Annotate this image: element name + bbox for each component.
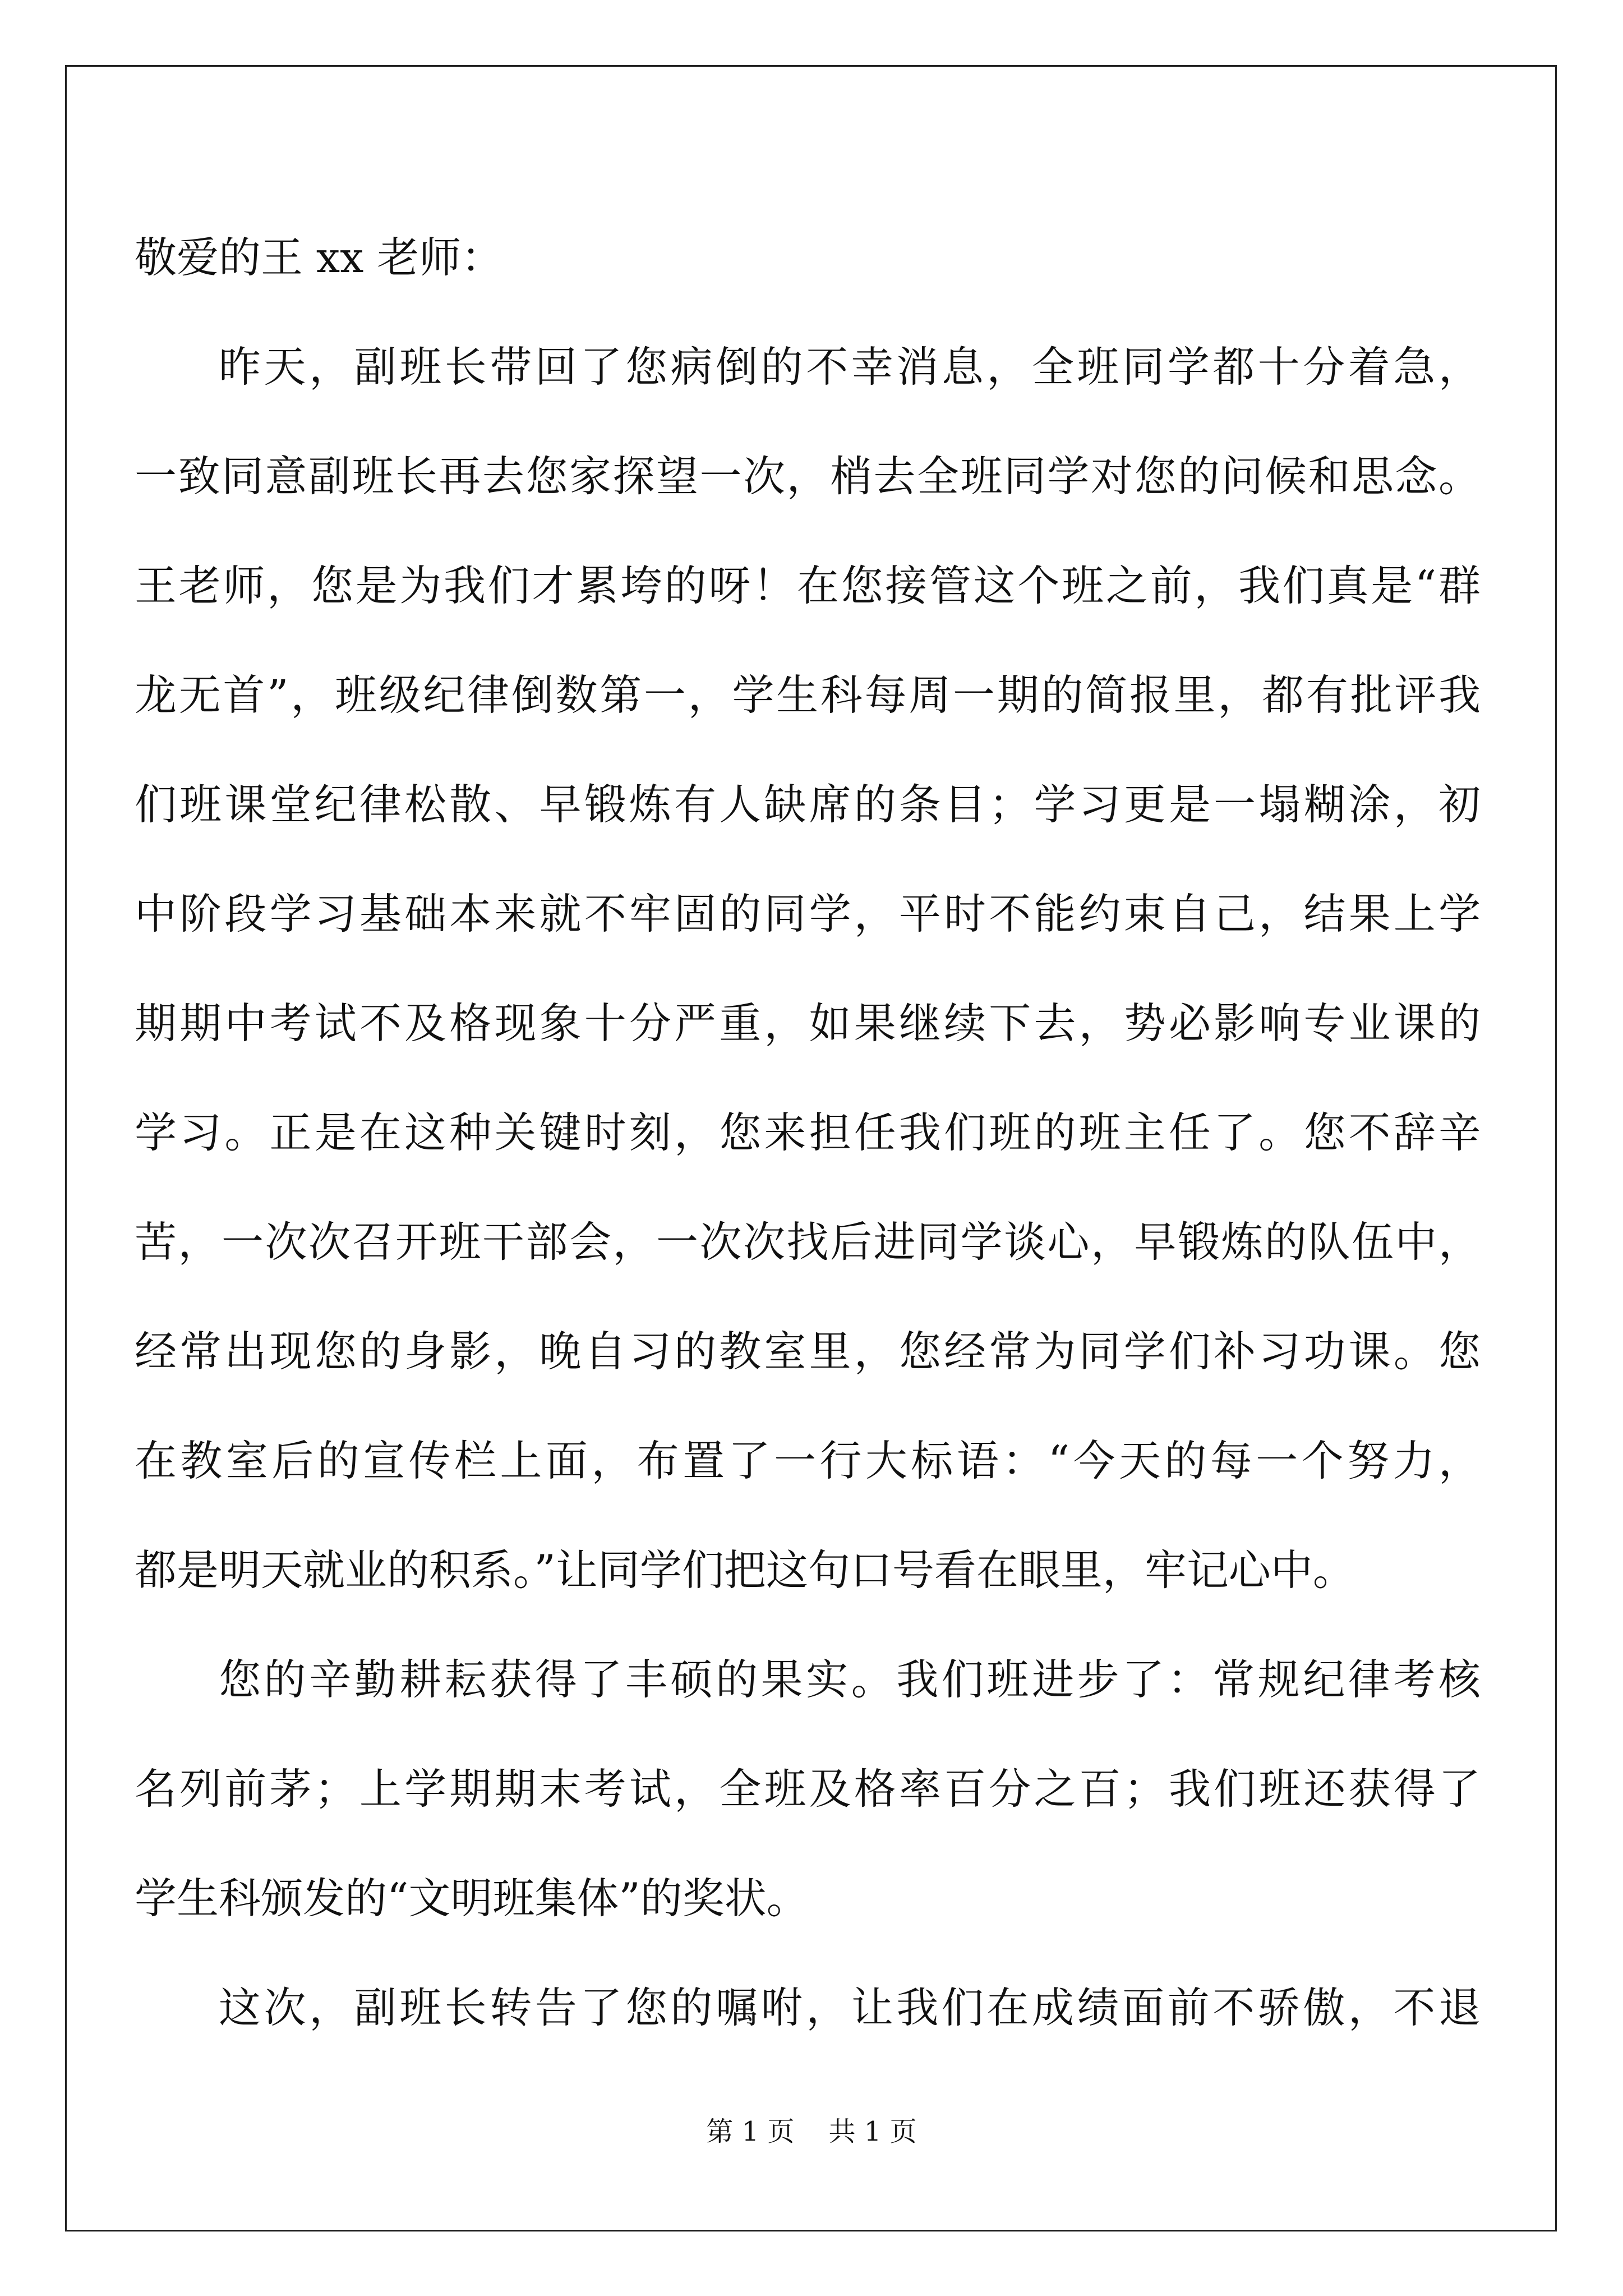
- paragraph-line: 们班课堂纪律松散、早锻炼有人缺席的条目；学习更是一塌糊涂，初: [135, 780, 1481, 829]
- paragraph-line: 学习。正是在这种关键时刻，您来担任我们班的班主任了。您不辞辛: [135, 1108, 1481, 1157]
- page-footer: 第 1 页 共 1 页: [706, 2116, 917, 2147]
- salutation: 敬爱的王 xx 老师：: [135, 233, 504, 282]
- letter-body: [135, 203, 1481, 2063]
- paragraph-line: 在教室后的宣传栏上面，布置了一行大标语：“今天的每一个努力，: [135, 1436, 1481, 1485]
- paragraph-line: 都是明天就业的积系。”让同学们把这句口号看在眼里，牢记心中。: [135, 1545, 1355, 1595]
- paragraph-line: 期期中考试不及格现象十分严重，如果继续下去，势必影响专业课的: [135, 999, 1481, 1048]
- paragraph-line: 一致同意副班长再去您家探望一次，梢去全班同学对您的问候和思念。: [135, 452, 1481, 501]
- paragraph-line: 这次，副班长转告了您的嘱咐，让我们在成绩面前不骄傲，不退: [219, 1983, 1481, 2032]
- paragraph-line: 经常出现您的身影，晚自习的教室里，您经常为同学们补习功课。您: [135, 1327, 1481, 1376]
- paragraph-line: 名列前茅；上学期期末考试，全班及格率百分之百；我们班还获得了: [135, 1764, 1481, 1814]
- paragraph-line: 您的辛勤耕耘获得了丰硕的果实。我们班进步了：常规纪律考核: [219, 1655, 1481, 1704]
- paragraph-line: 学生科颁发的“文明班集体”的奖状。: [135, 1874, 809, 1923]
- paragraph-line: 苦，一次次召开班干部会，一次次找后进同学谈心，早锻炼的队伍中，: [135, 1217, 1481, 1267]
- paragraph-line: 昨天，副班长带回了您病倒的不幸消息，全班同学都十分着急，: [219, 342, 1481, 392]
- paragraph-line: 王老师，您是为我们才累垮的呀！在您接管这个班之前，我们真是“群: [135, 561, 1481, 610]
- paragraph-line: 中阶段学习基础本来就不牢固的同学，平时不能约束自己，结果上学: [135, 889, 1481, 938]
- paragraph-line: 龙无首”，班级纪律倒数第一，学生科每周一期的简报里，都有批评我: [135, 670, 1481, 720]
